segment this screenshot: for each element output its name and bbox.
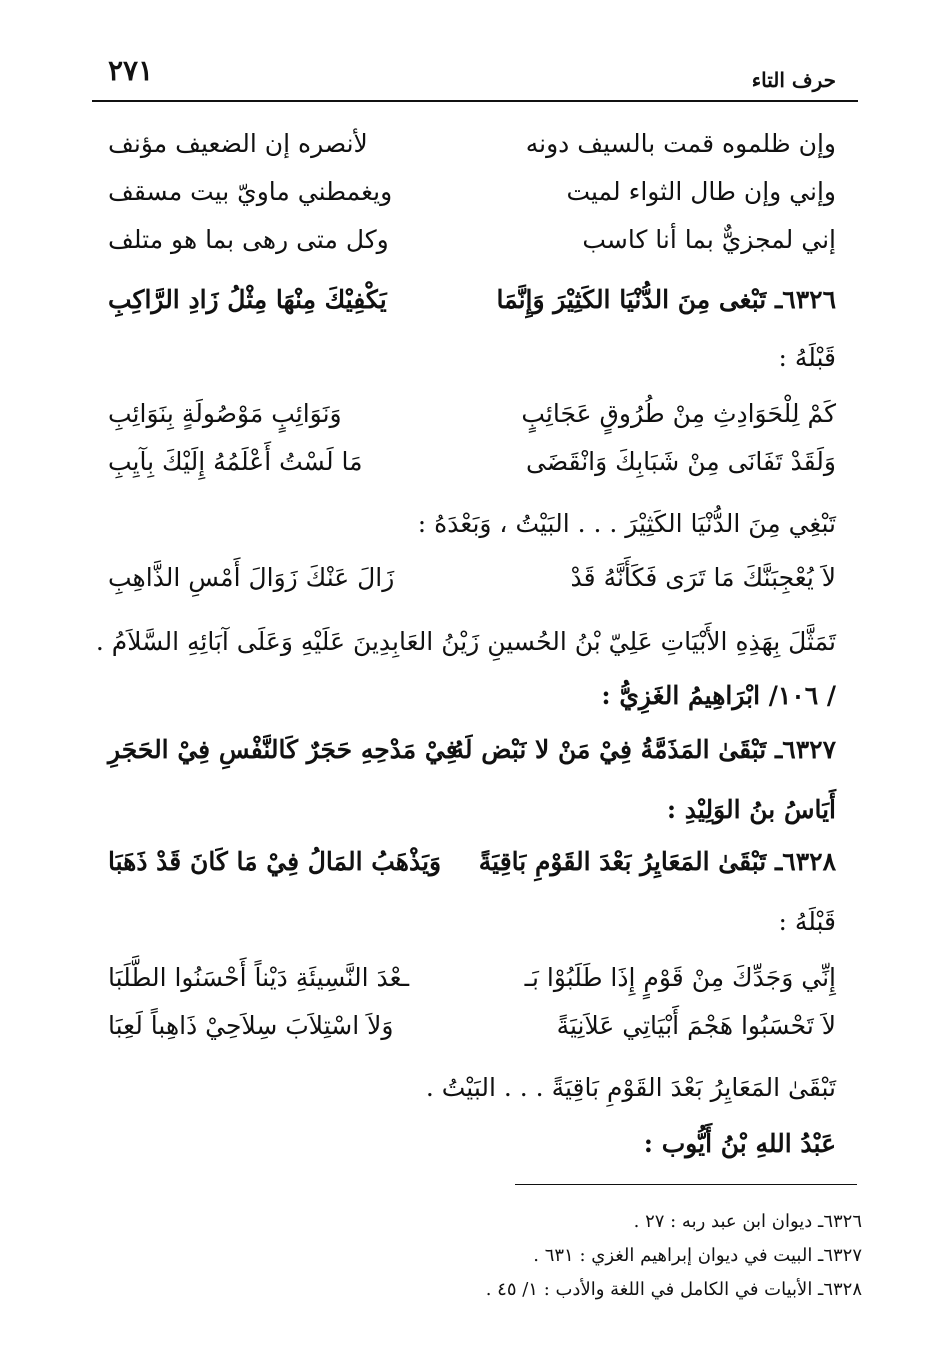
hemistich-first: كَمْ لِلْحَوَادِثِ مِنْ طُرُوقٍ عَجَائِبٍ <box>521 399 836 428</box>
hemistich-first: وإن ظلموه قمت بالسيف دونه <box>525 129 836 158</box>
hemistich-first: ٦٣٢٦ـ تَبْغى مِنَ الدُّنْيَا الكَثِيْرَ وَإِنَّمَا <box>496 285 836 314</box>
hemistich-first: لاَ تَحْسَبُوا هَجْمَ أَبْيَاتِي عَلاَنِيَةً <box>556 1011 836 1040</box>
hemistich-second: مَا لَسْتُ أَعْلَمُهُ إِلَيْكَ بِآيِبِ <box>108 447 363 476</box>
footnote-divider <box>515 1184 857 1185</box>
hemistich-second: ويغمطني ماويّ بيت مسقف <box>108 177 393 206</box>
hemistich-second: وَيَذْهَبُ المَالُ فِيْ مَا كَانَ قَدْ ذَهَبَا <box>108 847 442 876</box>
prose-line: تَمَثَّلَ بِهَذِهِ الأَبْيَاتِ عَلِيّ بْنُ الحُسينِ زَيْنُ العَابِدِينَ عَلَيْهِ وَعَلَى آبَائِهِ السَّلاَمُ . <box>95 627 836 656</box>
hemistich-second: وكل متى رهى بما هو متلف <box>108 225 389 254</box>
prose-line: تَبْغِي مِنَ الدُّنْيَا الكَثِيْرَ . . . البَيْتُ ، وَبَعْدَهُ : <box>417 509 836 538</box>
footnote: ٦٣٢٨ـ الأبيات في الكامل في اللغة والأدب : ١/ ٤٥ . <box>485 1279 862 1300</box>
poet-name: / ١٠٦/ ابْرَاهِيمُ الغَزِيُّ : <box>601 681 836 710</box>
hemistich-first: لاَ يُعْجِبَنَّكَ مَا تَرَى فَكَأَنَّهُ قَدْ <box>570 563 836 592</box>
page-number: ٢٧١ <box>108 54 154 87</box>
header-divider <box>92 100 858 102</box>
poet-name: عَبْدُ اللهِ بْنُ أَيُّوب : <box>643 1129 836 1158</box>
hemistich-second: وَلاَ اسْتِلاَبَ سِلاَحِيْ ذَاهِباً لَعِبَا <box>108 1011 394 1040</box>
hemistich-second: ـعْدَ النَّسِيئَةِ دَيْناً أَحْسَنُوا الطَّلَبَا <box>108 963 410 992</box>
hemistich-first: ٦٣٢٨ـ تَبْقَىٰ المَعَايِرُ بَعْدَ القَوْمِ بَاقِيَةً <box>478 847 836 876</box>
hemistich-second: وَنَوَائِبٍ مَوْصُولَةٍ بِنَوَائِبِ <box>108 399 342 428</box>
hemistich-first: وَلَقَدْ تَفَانَى مِنْ شَبَابِكَ وَانْقَضَى <box>526 447 836 476</box>
hemistich-second: زَالَ عَنْكَ زَوَالَ أَمْسِ الذَّاهِبِ <box>108 563 395 592</box>
hemistich-first: وإني وإن طال الثواء لميت <box>566 177 836 206</box>
prose-line: تَبْقَىٰ المَعَايِرُ بَعْدَ القَوْمِ بَاقِيَةً . . . البَيْتُ . <box>425 1073 836 1102</box>
footnote: ٦٣٢٦ـ ديوان ابن عبد ربه : ٢٧ . <box>633 1211 862 1232</box>
hemistich-first: إِنِّي وَجَدِّكَ مِنْ قَوْمٍ إِذَا طَلَبُوْا بَـ <box>524 963 836 992</box>
poet-name: أَيَاسُ بنُ الوَلِيْدِ : <box>666 795 836 824</box>
qablahu-label: قَبْلَهُ : <box>778 343 836 372</box>
hemistich-second: لأنصره إن الضعيف مؤنف <box>108 129 368 158</box>
hemistich-first: ٦٣٢٧ـ تَبْقَىٰ المَذَمَّةُ فِيْ مَنْ لا نَبْض لَهُ <box>451 735 836 764</box>
hemistich-second: يَكْفِيْكَ مِنْهَا مِثْلُ زَادِ الرَّاكِبِ <box>108 285 387 314</box>
hemistich-second: فِيْ مَدْحِهِ حَجَرٌ كَالنَّفْسِ فِيْ الحَجَرِ <box>108 735 458 764</box>
running-header-title: حرف التاء <box>751 68 836 92</box>
hemistich-first: إني لمجزيٌّ بما أنا كاسب <box>582 225 836 254</box>
qablahu-label: قَبْلَهُ : <box>778 907 836 936</box>
footnote: ٦٣٢٧ـ البيت في ديوان إبراهيم الغزي : ٦٣١ . <box>533 1245 862 1266</box>
